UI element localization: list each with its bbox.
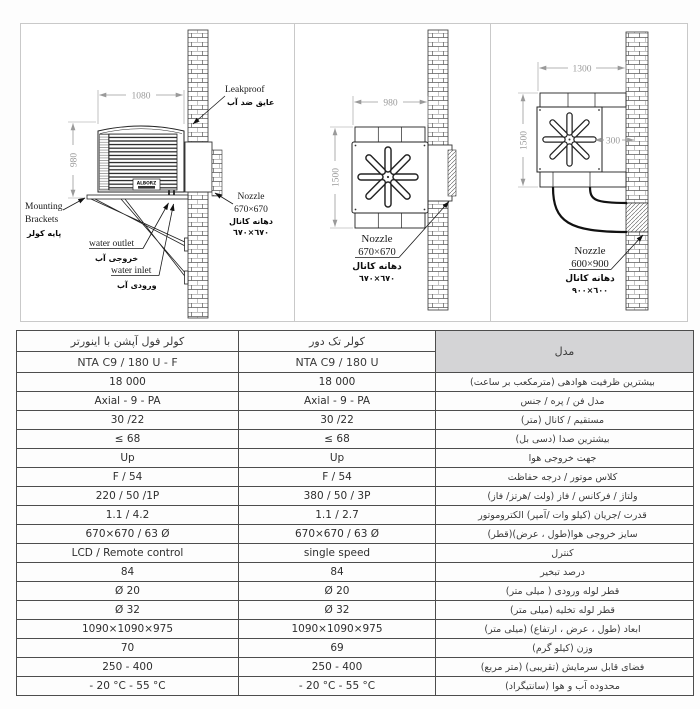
row-label: قطر لوله تخلیه (میلی متر) bbox=[436, 601, 694, 620]
brick-wall bbox=[626, 32, 648, 310]
row-label: کنترل bbox=[436, 544, 694, 563]
value-col2: 250 - 400 bbox=[239, 658, 436, 677]
col1-model: NTA C9 / 180 U - F bbox=[17, 352, 239, 373]
svg-text:٦٠٠×٩٠٠: ٦٠٠×٩٠٠ bbox=[571, 286, 609, 295]
table-row bbox=[17, 487, 694, 506]
row-label: وزن (کیلو گرم) bbox=[436, 639, 694, 658]
row-label: بیشترین ظرفیت هوادهی (مترمکعب بر ساعت) bbox=[436, 373, 694, 392]
svg-text:1080: 1080 bbox=[131, 91, 151, 102]
drawing-side-view bbox=[21, 24, 295, 321]
nozzle-label bbox=[215, 192, 273, 237]
mounting-brackets-label bbox=[25, 198, 85, 238]
dim-height bbox=[517, 93, 538, 187]
table-row bbox=[17, 373, 694, 392]
value-col2: Ø 32 bbox=[239, 601, 436, 620]
value-col2: 84 bbox=[239, 563, 436, 582]
value-col2: 1090×1090×975 bbox=[239, 620, 436, 639]
fan-grille bbox=[546, 116, 594, 164]
value-col1: 1.1 / 4.2 bbox=[17, 506, 239, 525]
svg-text:water outlet: water outlet bbox=[89, 239, 135, 249]
value-col2: ≤ 68 bbox=[239, 430, 436, 449]
svg-text:دهانه کانال: دهانه کانال bbox=[565, 274, 615, 284]
water-outlet-label bbox=[89, 203, 169, 263]
table-row bbox=[17, 392, 694, 411]
value-col1: 84 bbox=[17, 563, 239, 582]
brick-wall bbox=[424, 30, 456, 310]
value-col1: 670×670 / 63 Ø bbox=[17, 525, 239, 544]
value-col1: Ø 20 bbox=[17, 582, 239, 601]
svg-text:1500: 1500 bbox=[331, 168, 342, 187]
table-row bbox=[17, 563, 694, 582]
duct-through-wall bbox=[185, 142, 212, 192]
model-header: مدل bbox=[436, 331, 694, 373]
row-label: بیشترین صدا (دسی بل) bbox=[436, 430, 694, 449]
value-col2: 69 bbox=[239, 639, 436, 658]
table-row bbox=[17, 620, 694, 639]
value-col2: Up bbox=[239, 449, 436, 468]
svg-text:980: 980 bbox=[383, 98, 398, 109]
table-row bbox=[17, 411, 694, 430]
svg-text:water inlet: water inlet bbox=[111, 266, 152, 276]
svg-text:دهانه کانال: دهانه کانال bbox=[229, 217, 273, 226]
row-label: کلاس موتور / درجه حفاظت bbox=[436, 468, 694, 487]
value-col1: Axial - 9 - PA bbox=[17, 392, 239, 411]
col2-title: کولر تک دور bbox=[239, 331, 436, 352]
value-col1: LCD / Remote control bbox=[17, 544, 239, 563]
row-label: محدوده آب و هوا (سانتیگراد) bbox=[436, 677, 694, 696]
brick-wall bbox=[185, 30, 222, 318]
value-col1: 30 /22 bbox=[17, 411, 239, 430]
row-label: قدرت /جریان (کیلو وات /آمپر) الکتروموتور bbox=[436, 506, 694, 525]
svg-text:٦٧٠×٦٧٠: ٦٧٠×٦٧٠ bbox=[358, 274, 396, 283]
cooler-front bbox=[352, 127, 428, 228]
svg-text:300: 300 bbox=[605, 136, 621, 147]
row-label: سایز خروجی هوا(طول ، عرض)(قطر) bbox=[436, 525, 694, 544]
table-row bbox=[17, 525, 694, 544]
value-col2: 30 /22 bbox=[239, 411, 436, 430]
table-row bbox=[17, 506, 694, 525]
value-col1: 220 / 50 /1P bbox=[17, 487, 239, 506]
svg-text:Mounting: Mounting bbox=[25, 202, 63, 212]
dim-height bbox=[329, 127, 353, 228]
svg-text:پایه کولر: پایه کولر bbox=[27, 229, 62, 238]
row-label: مستقیم / کانال (متر) bbox=[436, 411, 694, 430]
svg-text:980: 980 bbox=[69, 152, 80, 168]
side-view-svg bbox=[21, 24, 294, 321]
value-col2: 18 000 bbox=[239, 373, 436, 392]
value-col1: F / 54 bbox=[17, 468, 239, 487]
value-col1: - 20 °C - 55 °C bbox=[17, 677, 239, 696]
cooling-pad bbox=[100, 134, 109, 190]
value-col1: 70 bbox=[17, 639, 239, 658]
elbow-duct-inner bbox=[590, 187, 627, 203]
svg-text:Brackets: Brackets bbox=[25, 215, 59, 225]
value-col1: Up bbox=[17, 449, 239, 468]
dim-width bbox=[538, 62, 626, 91]
table-row bbox=[17, 449, 694, 468]
row-label: ابعاد (طول ، عرض ، ارتفاع) (میلی متر) bbox=[436, 620, 694, 639]
row-label: درصد تبخیر bbox=[436, 563, 694, 582]
svg-text:دهانه کانال: دهانه کانال bbox=[352, 262, 402, 272]
svg-text:Nozzle: Nozzle bbox=[574, 245, 606, 257]
table-row bbox=[17, 639, 694, 658]
value-col1: 18 000 bbox=[17, 373, 239, 392]
svg-text:عایق ضد آب: عایق ضد آب bbox=[227, 98, 275, 107]
value-col2: - 20 °C - 55 °C bbox=[239, 677, 436, 696]
col1-title: کولر فول آپشن با اینورتر bbox=[17, 331, 239, 352]
drawings-panel bbox=[20, 23, 688, 322]
table-row bbox=[17, 677, 694, 696]
elbow-view-svg bbox=[491, 24, 687, 321]
svg-text:670×670: 670×670 bbox=[234, 205, 268, 215]
bottom-frame bbox=[355, 213, 425, 228]
row-label: جهت خروجی هوا bbox=[436, 449, 694, 468]
value-col2: Axial - 9 - PA bbox=[239, 392, 436, 411]
value-col2: 670×670 / 63 Ø bbox=[239, 525, 436, 544]
svg-text:Nozzle: Nozzle bbox=[237, 192, 265, 202]
table-row bbox=[17, 601, 694, 620]
value-col1: Ø 32 bbox=[17, 601, 239, 620]
top-frame bbox=[355, 127, 425, 142]
value-col2: F / 54 bbox=[239, 468, 436, 487]
table-header-titles bbox=[17, 331, 694, 352]
fan-grille bbox=[361, 150, 415, 204]
row-label: ولتاژ / فرکانس / فاز (ولت /هرتز/ فاز) bbox=[436, 487, 694, 506]
value-col1: 250 - 400 bbox=[17, 658, 239, 677]
svg-text:600×900: 600×900 bbox=[571, 259, 609, 270]
top-frame bbox=[540, 93, 626, 107]
svg-text:1500: 1500 bbox=[519, 131, 530, 150]
table-row bbox=[17, 582, 694, 601]
front-view-svg bbox=[295, 24, 490, 321]
svg-text:1300: 1300 bbox=[572, 64, 592, 75]
svg-text:٦٧٠×٦٧٠: ٦٧٠×٦٧٠ bbox=[232, 228, 270, 237]
value-col1: ≤ 68 bbox=[17, 430, 239, 449]
row-label: قطر لوله ورودی ( میلی متر) bbox=[436, 582, 694, 601]
cooler-elbow-unit bbox=[537, 93, 627, 232]
drawing-elbow-view bbox=[491, 24, 687, 321]
svg-text:Leakproof: Leakproof bbox=[225, 85, 265, 95]
value-col2: 380 / 50 / 3P bbox=[239, 487, 436, 506]
dim-height bbox=[67, 122, 96, 198]
table-row bbox=[17, 658, 694, 677]
value-col2: single speed bbox=[239, 544, 436, 563]
value-col1: 1090×1090×975 bbox=[17, 620, 239, 639]
svg-text:ورودی آب: ورودی آب bbox=[117, 281, 157, 290]
table-row bbox=[17, 468, 694, 487]
duct-through-wall bbox=[626, 203, 648, 232]
drawing-front-view bbox=[295, 24, 491, 321]
col2-model: NTA C9 / 180 U bbox=[239, 352, 436, 373]
cooler-unit bbox=[98, 126, 184, 192]
value-col2: Ø 20 bbox=[239, 582, 436, 601]
brand-label: ALBORZ bbox=[136, 181, 157, 187]
svg-text:Nozzle: Nozzle bbox=[361, 233, 393, 245]
spec-table bbox=[16, 330, 694, 696]
svg-text:خروجی آب: خروجی آب bbox=[95, 254, 139, 263]
table-row bbox=[17, 544, 694, 563]
row-label: مدل فن / پره / جنس bbox=[436, 392, 694, 411]
dim-width bbox=[98, 89, 184, 124]
row-label: فضای قابل سرمایش (تقریبی) (متر مربع) bbox=[436, 658, 694, 677]
value-col2: 1.1 / 2.7 bbox=[239, 506, 436, 525]
table-row bbox=[17, 430, 694, 449]
dim-width bbox=[353, 96, 428, 125]
svg-text:670×670: 670×670 bbox=[358, 247, 396, 258]
